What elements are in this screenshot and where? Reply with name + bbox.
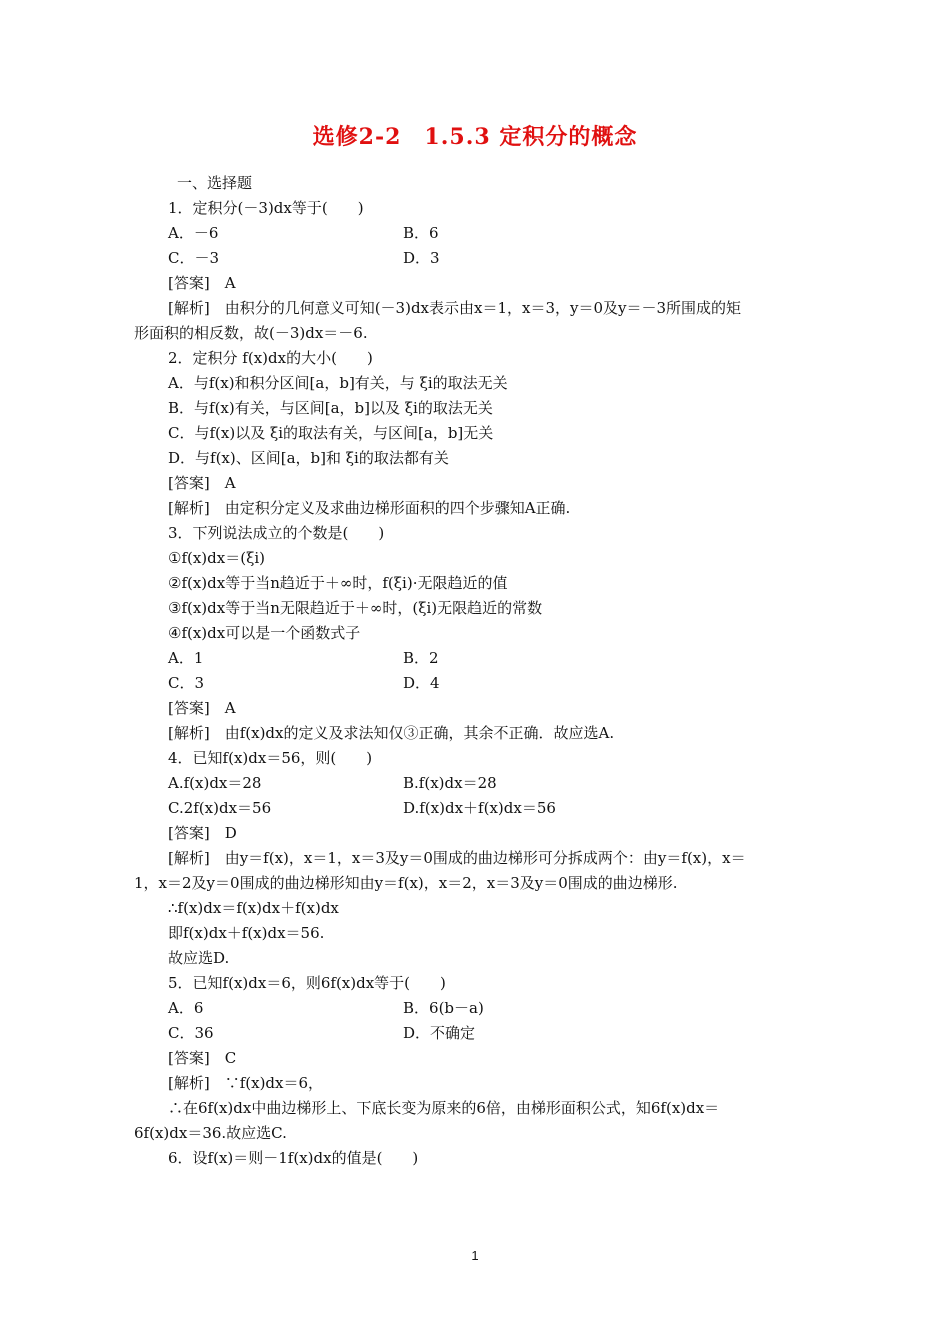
analysis-4: [解析] 由y＝f(x)，x＝1，x＝3及y＝0围成的曲边梯形可分拆成两个：由y＝f(x)，x＝ <box>168 849 746 867</box>
option-b: B．2 <box>403 649 439 667</box>
question-3: 3．下列说法成立的个数是( ) <box>168 524 385 542</box>
page-number: 1 <box>471 1248 479 1263</box>
answer-2: [答案] A <box>168 474 236 492</box>
analysis-3: [解析] 由f(x)dx的定义及求法知仅③正确，其余不正确．故应选A. <box>168 724 615 742</box>
answer-3: [答案] A <box>168 699 236 717</box>
option-a: A．6 <box>168 999 204 1017</box>
analysis-5: [解析] ∵f(x)dx＝6， <box>168 1074 324 1092</box>
analysis-2: [解析] 由定积分定义及求曲边梯形面积的四个步骤知A正确. <box>168 499 571 517</box>
analysis-4-conclusion: 故应选D. <box>168 949 230 967</box>
answer-1: [答案] A <box>168 274 236 292</box>
analysis-1-cont: 形面积的相反数，故(－3)dx＝－6. <box>134 324 368 342</box>
analysis-4-step: 即f(x)dx＋f(x)dx＝56. <box>168 924 325 942</box>
statement-4: ④f(x)dx可以是一个函数式子 <box>168 624 361 642</box>
section-heading: 一、选择题 <box>177 174 253 192</box>
option-c: C.2f(x)dx＝56 <box>168 799 272 817</box>
option-d: D．不确定 <box>403 1024 476 1042</box>
option-b: B．与f(x)有关，与区间[a，b]以及 ξi的取法无关 <box>168 399 493 417</box>
option-c: C．－3 <box>168 249 220 267</box>
question-1: 1．定积分(－3)dx等于( ) <box>168 199 364 217</box>
option-d: D．与f(x)、区间[a，b]和 ξi的取法都有关 <box>168 449 449 467</box>
option-c: C．36 <box>168 1024 214 1042</box>
option-d: D.f(x)dx＋f(x)dx＝56 <box>403 799 556 817</box>
statement-3: ③f(x)dx等于当n无限趋近于＋∞时，(ξi)无限趋近的常数 <box>168 599 543 617</box>
option-a: A.f(x)dx＝28 <box>168 774 262 792</box>
analysis-4-step: ∴f(x)dx＝f(x)dx＋f(x)dx <box>168 899 339 917</box>
option-c: C．与f(x)以及 ξi的取法有关，与区间[a，b]无关 <box>168 424 494 442</box>
analysis-5-cont: ∴在6f(x)dx中曲边梯形上、下底长变为原来的6倍，由梯形面积公式，知6f(x)dx＝ <box>168 1099 720 1117</box>
answer-5: [答案] C <box>168 1049 237 1067</box>
document-title: 选修2-2 1.5.3 定积分的概念 <box>312 124 638 150</box>
answer-4: [答案] D <box>168 824 237 842</box>
question-6: 6．设f(x)＝则－1f(x)dx的值是( ) <box>168 1149 419 1167</box>
analysis-4-cont: 1，x＝2及y＝0围成的曲边梯形知由y＝f(x)，x＝2，x＝3及y＝0围成的曲边梯形. <box>134 874 678 892</box>
question-4: 4．已知f(x)dx＝56，则( ) <box>168 749 373 767</box>
analysis-1: [解析] 由积分的几何意义可知(－3)dx表示由x＝1，x＝3，y＝0及y＝－3所围成的矩 <box>168 299 742 317</box>
option-c: C．3 <box>168 674 205 692</box>
statement-1: ①f(x)dx＝(ξi) <box>168 549 265 567</box>
option-a: A．1 <box>168 649 204 667</box>
option-d: D．4 <box>403 674 440 692</box>
question-2: 2．定积分 f(x)dx的大小( ) <box>168 349 373 367</box>
option-a: A．－6 <box>168 224 219 242</box>
option-d: D．3 <box>403 249 440 267</box>
option-b: B．6(b－a) <box>403 999 484 1017</box>
option-b: B．6 <box>403 224 439 242</box>
analysis-5-cont2: 6f(x)dx＝36.故应选C. <box>134 1124 287 1142</box>
question-5: 5．已知f(x)dx＝6，则6f(x)dx等于( ) <box>168 974 446 992</box>
option-a: A．与f(x)和积分区间[a，b]有关，与 ξi的取法无关 <box>168 374 508 392</box>
option-b: B.f(x)dx＝28 <box>403 774 497 792</box>
statement-2: ②f(x)dx等于当n趋近于＋∞时，f(ξi)·无限趋近的值 <box>168 574 508 592</box>
